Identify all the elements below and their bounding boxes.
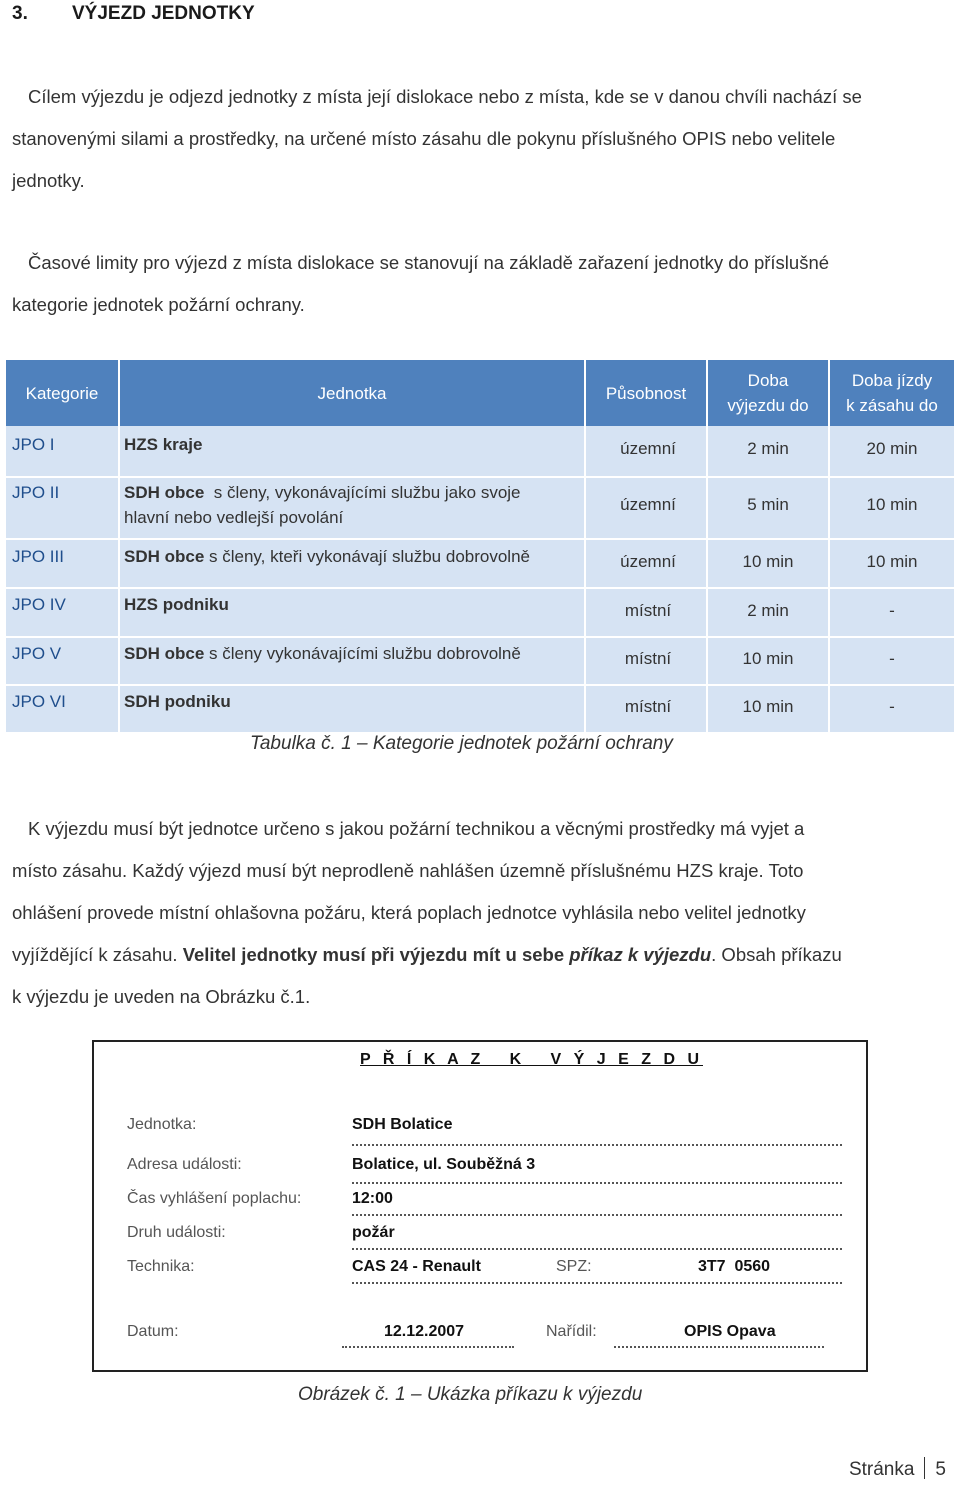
unit-description: s členy vykonávajícími službu dobrovolně [204, 644, 521, 663]
datum-label: Datum: [127, 1323, 179, 1340]
intro-paragraph [12, 76, 948, 202]
jednotka-value: SDH Bolatice [352, 1116, 453, 1133]
dotted-line [352, 1144, 842, 1146]
row-departure-time: 10 min [742, 697, 794, 716]
datum-value: 12.12.2007 [384, 1323, 465, 1340]
row-scope: místní [624, 649, 672, 668]
row-unit [124, 480, 584, 530]
row-scope: územní [620, 552, 676, 571]
row-scope: místní [624, 697, 672, 716]
technika-value: CAS 24 - Renault [352, 1258, 481, 1275]
row-unit [124, 641, 584, 666]
row-category: JPO VI [12, 692, 66, 711]
adresa-value: Bolatice, ul. Souběžná 3 [352, 1156, 536, 1173]
order-title: P Ř Í K A Z K V Ý J E Z D U [360, 1051, 703, 1068]
cas-label: Čas vyhlášení poplachu: [127, 1190, 302, 1207]
row-travel-time: 10 min [866, 495, 918, 514]
text-run-bold-italic: příkaz k výjezdu [569, 944, 712, 965]
header-doba-vyjezdu [708, 360, 828, 426]
row-scope: územní [620, 439, 676, 458]
jednotka-label: Jednotka: [127, 1116, 197, 1133]
technika-label: Technika: [127, 1258, 195, 1275]
column-divider [118, 360, 120, 732]
dotted-line [352, 1248, 842, 1250]
text-run: . Obsah příkazu [711, 944, 842, 965]
paragraph-line [12, 934, 948, 976]
row-unit [124, 689, 584, 714]
dotted-line [614, 1346, 824, 1348]
spz-label: SPZ: [556, 1258, 592, 1275]
row-departure-time: 10 min [742, 552, 794, 571]
row-category: JPO V [12, 644, 62, 663]
dotted-line [352, 1282, 842, 1284]
unit-name: SDH podniku [124, 692, 231, 711]
column-divider [584, 360, 586, 732]
row-divider [6, 538, 954, 540]
paragraph-line: Cílem výjezdu je odjezd jednotky z místa její dislokace nebo z místa, kde se v danou chvíli nachází se [28, 86, 862, 107]
naridil-label: Nařídil: [546, 1323, 597, 1340]
limits-paragraph [12, 242, 948, 326]
row-travel-time: - [889, 601, 895, 620]
unit-name: HZS kraje [124, 435, 203, 454]
unit-description: hlavní nebo vedlejší povolání [124, 508, 344, 527]
header-pusobnost: Působnost [605, 383, 687, 403]
header-line: Doba jízdy [851, 371, 933, 390]
paragraph-line: místo zásahu. Každý výjezd musí být neprodleně nahlášen územně příslušnému HZS kraje. Toto [12, 860, 804, 881]
row-travel-time: - [889, 697, 895, 716]
section-heading [12, 3, 255, 25]
header-doba-jizdy [830, 360, 954, 426]
page-number: 5 [935, 1459, 946, 1480]
paragraph-line: K výjezdu musí být jednotce určeno s jakou požární technikou a věcnými prostředky má vyjet a [28, 818, 805, 839]
row-divider [6, 476, 954, 478]
unit-name: SDH obce [124, 547, 205, 566]
figure-caption: Obrázek č. 1 – Ukázka příkazu k výjezdu [298, 1384, 643, 1405]
paragraph-line: kategorie jednotek požární ochrany. [12, 294, 305, 315]
header-line: výjezdu do [727, 396, 809, 415]
paragraph-line: ohlášení provede místní ohlašovna požáru, která poplach jednotce vyhlásila nebo velitel jednotky [12, 902, 806, 923]
unit-description: s členy, kteři vykonávají službu dobrovolně [204, 547, 530, 566]
row-unit [124, 544, 584, 569]
spz-value: 3T7 0560 [698, 1258, 771, 1275]
column-divider [828, 360, 830, 732]
cas-value: 12:00 [352, 1190, 393, 1207]
druh-value: požár [352, 1224, 395, 1241]
row-divider [6, 587, 954, 589]
row-unit [124, 432, 584, 457]
header-jednotka: Jednotka [317, 383, 387, 403]
row-category: JPO III [12, 547, 64, 566]
dotted-line [352, 1214, 842, 1216]
paragraph-line: stanovenými silami a prostředky, na určené místo zásahu dle pokynu příslušného OPIS nebo velitele [12, 128, 836, 149]
paragraph-line: Časové limity pro výjezd z místa dislokace se stanovují na základě zařazení jednotky do příslušné [28, 252, 830, 273]
header-line: Doba [747, 371, 789, 390]
unit-name: HZS podniku [124, 595, 229, 614]
text-run-bold: Velitel jednotky musí při výjezdu mít u sebe [182, 944, 570, 965]
paragraph-line: k výjezdu je uveden na Obrázku č.1. [12, 986, 311, 1007]
row-travel-time: 10 min [866, 552, 918, 571]
row-departure-time: 5 min [747, 495, 789, 514]
column-divider [706, 360, 708, 732]
header-line: k zásahu do [846, 396, 938, 415]
footer-label: Stránka [848, 1459, 915, 1480]
row-departure-time: 2 min [747, 439, 789, 458]
header-kategorie: Kategorie [25, 383, 99, 403]
dotted-line [342, 1346, 514, 1348]
section-number: 3. [12, 3, 28, 24]
table-header [6, 360, 954, 426]
categories-table [6, 360, 954, 732]
row-scope: místní [624, 601, 672, 620]
druh-label: Druh události: [127, 1224, 226, 1241]
footer-separator [924, 1457, 925, 1479]
page-footer [849, 1457, 946, 1481]
row-category: JPO IV [12, 595, 66, 614]
unit-name: SDH obce [124, 483, 205, 502]
order-form [92, 1040, 868, 1372]
row-departure-time: 10 min [742, 649, 794, 668]
table-caption: Tabulka č. 1 – Kategorie jednotek požární ochrany [250, 733, 673, 754]
row-departure-time: 2 min [747, 601, 789, 620]
row-travel-time: 20 min [866, 439, 918, 458]
text-run: vyjíždějící k zásahu. [12, 944, 183, 965]
adresa-label: Adresa události: [127, 1156, 242, 1173]
paragraph-line: jednotky. [12, 170, 85, 191]
row-category: JPO II [12, 483, 60, 502]
dotted-line [352, 1182, 842, 1184]
section-title: VÝJEZD JEDNOTKY [72, 3, 255, 24]
order-paragraph [12, 808, 948, 1018]
naridil-value: OPIS Opava [684, 1323, 776, 1340]
row-category: JPO I [12, 435, 55, 454]
row-divider [6, 636, 954, 638]
row-unit [124, 592, 584, 617]
row-travel-time: - [889, 649, 895, 668]
row-scope: územní [620, 495, 676, 514]
unit-description: s členy, vykonávajícími službu jako svoje [204, 483, 521, 502]
row-divider [6, 684, 954, 686]
unit-name: SDH obce [124, 644, 205, 663]
